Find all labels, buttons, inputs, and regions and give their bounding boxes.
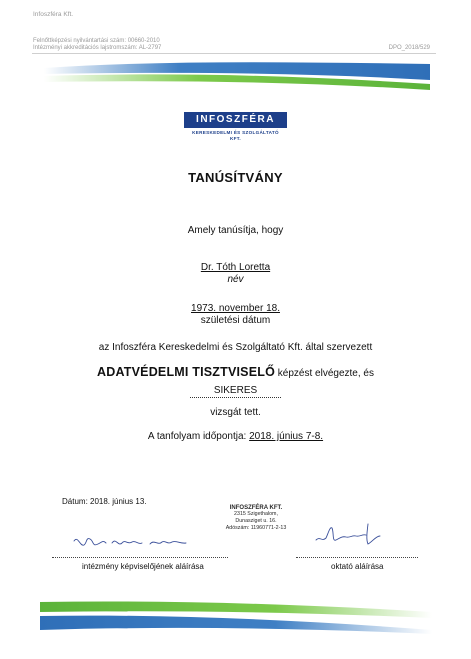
course-period-label: A tanfolyam időpontja: <box>147 431 247 442</box>
logo-name: INFOSZFÉRA <box>184 112 287 128</box>
organizer-text: az Infoszféra Kereskedelmi és Szolgáltató Kft. által szervezett <box>98 342 373 353</box>
exam-text: vizsgát tett. <box>210 407 261 418</box>
certificate-intro: Amely tanúsítja, hogy <box>187 225 284 236</box>
header-accreditation: Intézményi akkreditációs lajstromszám: AL-2797 <box>33 45 162 51</box>
instructor-signature-line <box>296 557 418 558</box>
instructor-signature <box>312 518 384 550</box>
course-line <box>0 365 471 379</box>
holder-name-label: név <box>227 274 244 285</box>
company-logo <box>184 112 287 148</box>
birth-date-row <box>0 303 471 314</box>
header-registration: Felnőttképzési nyilvántartási szám: 00660-2010 <box>33 38 160 44</box>
header-doc-id: DPO_2018/529 <box>388 45 430 51</box>
top-swoosh-decoration <box>44 58 430 92</box>
representative-signature-line <box>52 557 228 558</box>
stamp-line3: Adószám: 11960771-2-13 <box>225 525 287 531</box>
representative-signature-label: intézmény képviselőjének aláírása <box>82 562 204 571</box>
header-rule <box>32 53 436 54</box>
holder-name: Dr. Tóth Loretta <box>200 262 271 273</box>
holder-name-row <box>0 262 471 273</box>
instructor-signature-label: oktató aláírása <box>331 562 384 571</box>
header-company: Infoszféra Kft. <box>33 11 74 18</box>
course-period-row <box>0 431 471 442</box>
stamp-line2: Dunasziget u. 16. <box>235 518 277 524</box>
company-stamp <box>208 505 304 532</box>
certificate-title: TANÚSÍTVÁNY <box>188 170 283 185</box>
result-row <box>0 385 471 398</box>
issue-date: Dátum: 2018. június 13. <box>62 497 147 506</box>
birth-date: 1973. november 18. <box>191 303 280 314</box>
stamp-line1: 2315 Szigethalom, <box>234 511 278 517</box>
exam-result: SIKERES <box>190 385 281 398</box>
stamp-title: INFOSZFÉRA KFT. <box>229 505 283 511</box>
bottom-swoosh-decoration <box>40 596 432 636</box>
course-name: ADATVÉDELMI TISZTVISELŐ <box>97 365 276 379</box>
course-suffix: képzést elvégezte, és <box>277 368 374 379</box>
birth-date-label: születési dátum <box>200 315 271 326</box>
course-period-value: 2018. június 7-8. <box>249 431 324 442</box>
representative-signature <box>72 531 192 553</box>
logo-suffix: KFT. <box>230 136 241 141</box>
logo-subtitle: KERESKEDELMI ÉS SZOLGÁLTATÓ <box>192 130 279 135</box>
